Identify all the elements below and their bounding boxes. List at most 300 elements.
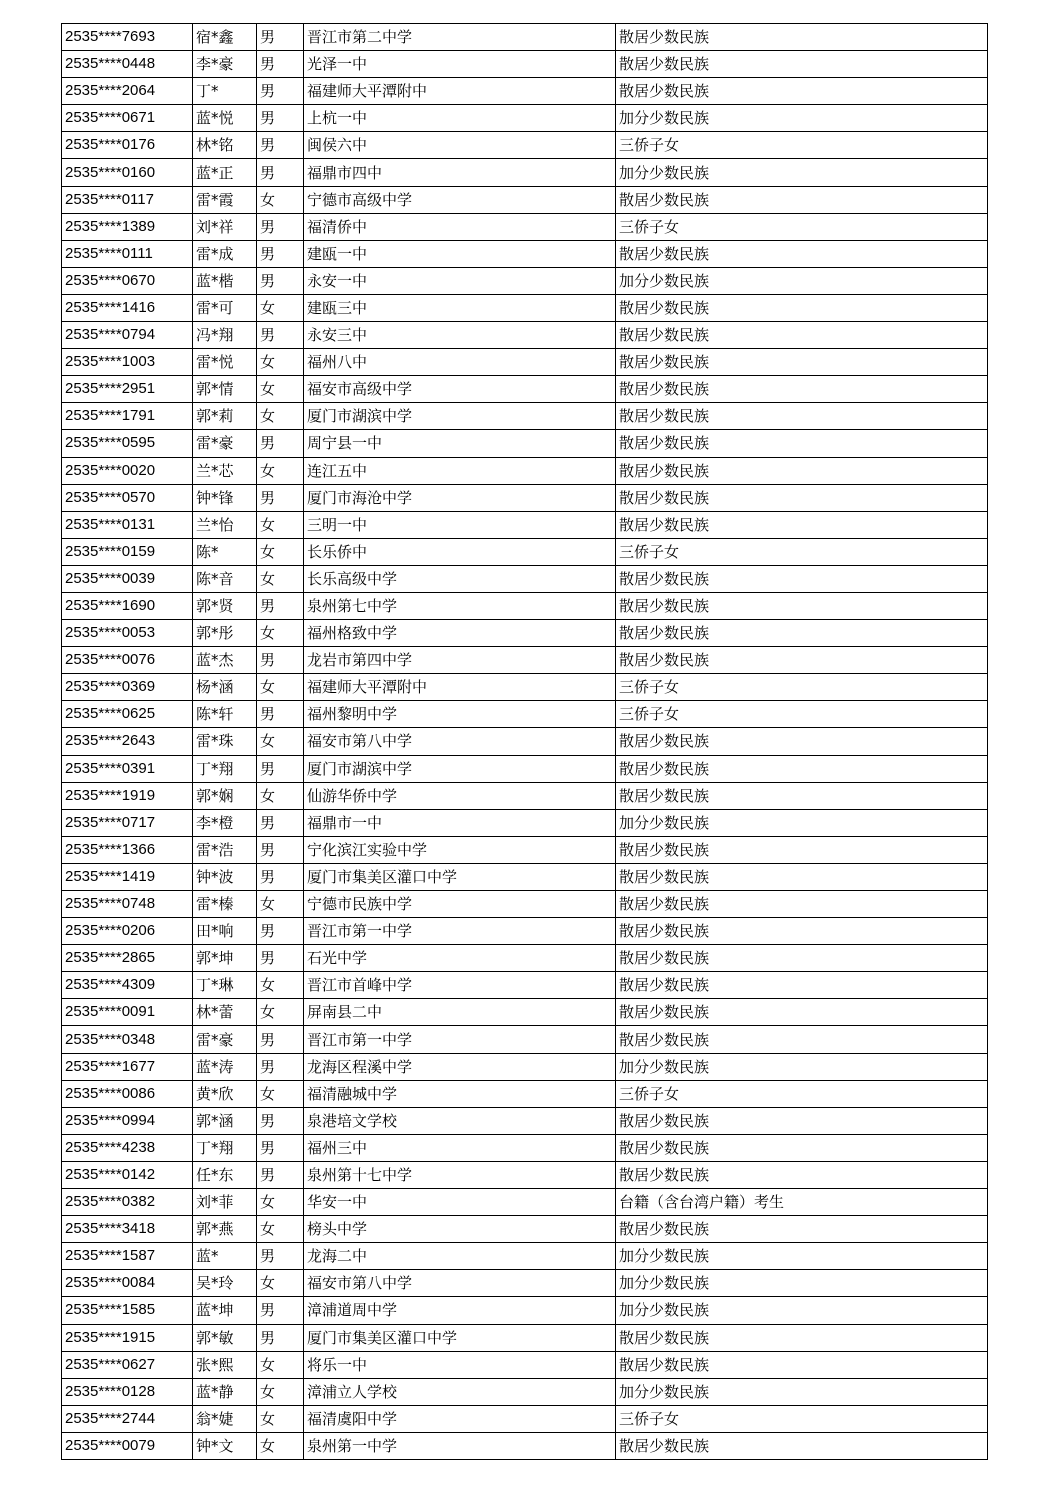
category-cell: 散居少数民族 — [616, 24, 988, 51]
school-cell: 泉州第十七中学 — [304, 1161, 616, 1188]
school-cell: 连江五中 — [304, 457, 616, 484]
name-cell: 蓝* — [193, 1243, 257, 1270]
school-cell: 福州格致中学 — [304, 620, 616, 647]
school-cell: 福建师大平潭附中 — [304, 674, 616, 701]
school-cell: 泉州第七中学 — [304, 592, 616, 619]
table-row — [62, 1216, 988, 1243]
category-cell: 散居少数民族 — [616, 863, 988, 890]
name-cell: 蓝*悦 — [193, 105, 257, 132]
name-cell: 雷*豪 — [193, 430, 257, 457]
table-row — [62, 132, 988, 159]
candidate-id-cell: 2535****4309 — [62, 972, 193, 999]
roster-table-body — [62, 24, 988, 1460]
name-cell: 蓝*涛 — [193, 1053, 257, 1080]
gender-cell: 女 — [257, 1351, 304, 1378]
gender-cell: 女 — [257, 538, 304, 565]
candidate-id-cell: 2535****2744 — [62, 1405, 193, 1432]
name-cell: 雷*霞 — [193, 186, 257, 213]
candidate-id-cell: 2535****0448 — [62, 51, 193, 78]
gender-cell: 女 — [257, 1270, 304, 1297]
school-cell: 泉港培文学校 — [304, 1107, 616, 1134]
gender-cell: 男 — [257, 809, 304, 836]
category-cell: 散居少数民族 — [616, 1134, 988, 1161]
category-cell: 加分少数民族 — [616, 105, 988, 132]
gender-cell: 男 — [257, 701, 304, 728]
gender-cell: 男 — [257, 484, 304, 511]
school-cell: 建瓯三中 — [304, 294, 616, 321]
category-cell: 散居少数民族 — [616, 1216, 988, 1243]
category-cell: 散居少数民族 — [616, 1107, 988, 1134]
gender-cell: 男 — [257, 1107, 304, 1134]
category-cell: 散居少数民族 — [616, 511, 988, 538]
category-cell: 散居少数民族 — [616, 1161, 988, 1188]
school-cell: 榜头中学 — [304, 1216, 616, 1243]
name-cell: 兰*怡 — [193, 511, 257, 538]
table-row — [62, 78, 988, 105]
candidate-id-cell: 2535****0084 — [62, 1270, 193, 1297]
table-row — [62, 647, 988, 674]
candidate-id-cell: 2535****0794 — [62, 322, 193, 349]
category-cell: 散居少数民族 — [616, 755, 988, 782]
name-cell: 丁*琳 — [193, 972, 257, 999]
name-cell: 蓝*楷 — [193, 267, 257, 294]
school-cell: 晋江市第二中学 — [304, 24, 616, 51]
category-cell: 台籍（含台湾户籍）考生 — [616, 1189, 988, 1216]
table-row — [62, 1053, 988, 1080]
gender-cell: 男 — [257, 1161, 304, 1188]
candidate-id-cell: 2535****0670 — [62, 267, 193, 294]
name-cell: 田*响 — [193, 918, 257, 945]
gender-cell: 女 — [257, 728, 304, 755]
gender-cell: 男 — [257, 51, 304, 78]
school-cell: 福安市第八中学 — [304, 728, 616, 755]
table-row — [62, 1080, 988, 1107]
candidate-id-cell: 2535****4238 — [62, 1134, 193, 1161]
name-cell: 翁*婕 — [193, 1405, 257, 1432]
category-cell: 三侨子女 — [616, 1080, 988, 1107]
name-cell: 钟*锋 — [193, 484, 257, 511]
candidate-id-cell: 2535****0086 — [62, 1080, 193, 1107]
table-row — [62, 376, 988, 403]
gender-cell: 女 — [257, 1216, 304, 1243]
table-row — [62, 728, 988, 755]
school-cell: 屏南县二中 — [304, 999, 616, 1026]
gender-cell: 男 — [257, 322, 304, 349]
name-cell: 郭*莉 — [193, 403, 257, 430]
candidate-id-cell: 2535****7693 — [62, 24, 193, 51]
category-cell: 加分少数民族 — [616, 267, 988, 294]
gender-cell: 女 — [257, 1405, 304, 1432]
name-cell: 雷*榛 — [193, 891, 257, 918]
candidate-id-cell: 2535****0748 — [62, 891, 193, 918]
table-row — [62, 1405, 988, 1432]
name-cell: 李*橙 — [193, 809, 257, 836]
name-cell: 丁* — [193, 78, 257, 105]
gender-cell: 女 — [257, 457, 304, 484]
category-cell: 散居少数民族 — [616, 945, 988, 972]
category-cell: 加分少数民族 — [616, 1053, 988, 1080]
gender-cell: 男 — [257, 863, 304, 890]
category-cell: 散居少数民族 — [616, 565, 988, 592]
table-row — [62, 755, 988, 782]
gender-cell: 女 — [257, 1080, 304, 1107]
name-cell: 刘*祥 — [193, 213, 257, 240]
candidate-id-cell: 2535****1791 — [62, 403, 193, 430]
category-cell: 三侨子女 — [616, 1405, 988, 1432]
gender-cell: 女 — [257, 891, 304, 918]
table-row — [62, 918, 988, 945]
table-row — [62, 1161, 988, 1188]
category-cell: 散居少数民族 — [616, 240, 988, 267]
gender-cell: 女 — [257, 565, 304, 592]
school-cell: 福建师大平潭附中 — [304, 78, 616, 105]
gender-cell: 女 — [257, 376, 304, 403]
table-row — [62, 945, 988, 972]
table-row — [62, 1134, 988, 1161]
name-cell: 蓝*杰 — [193, 647, 257, 674]
category-cell: 加分少数民族 — [616, 1243, 988, 1270]
school-cell: 厦门市集美区灌口中学 — [304, 1324, 616, 1351]
school-cell: 华安一中 — [304, 1189, 616, 1216]
name-cell: 黄*欣 — [193, 1080, 257, 1107]
gender-cell: 男 — [257, 1243, 304, 1270]
name-cell: 宿*鑫 — [193, 24, 257, 51]
gender-cell: 男 — [257, 430, 304, 457]
name-cell: 陈*轩 — [193, 701, 257, 728]
category-cell: 散居少数民族 — [616, 1432, 988, 1459]
table-row — [62, 538, 988, 565]
category-cell: 散居少数民族 — [616, 891, 988, 918]
candidate-id-cell: 2535****0091 — [62, 999, 193, 1026]
category-cell: 散居少数民族 — [616, 349, 988, 376]
school-cell: 晋江市第一中学 — [304, 1026, 616, 1053]
gender-cell: 男 — [257, 267, 304, 294]
candidate-id-cell: 2535****0142 — [62, 1161, 193, 1188]
candidate-id-cell: 2535****0076 — [62, 647, 193, 674]
table-row — [62, 403, 988, 430]
category-cell: 散居少数民族 — [616, 972, 988, 999]
category-cell: 散居少数民族 — [616, 1351, 988, 1378]
candidate-id-cell: 2535****2643 — [62, 728, 193, 755]
name-cell: 雷*可 — [193, 294, 257, 321]
candidate-id-cell: 2535****0079 — [62, 1432, 193, 1459]
school-cell: 漳浦立人学校 — [304, 1378, 616, 1405]
candidate-id-cell: 2535****0206 — [62, 918, 193, 945]
school-cell: 福鼎市四中 — [304, 159, 616, 186]
category-cell: 散居少数民族 — [616, 457, 988, 484]
gender-cell: 男 — [257, 1324, 304, 1351]
candidate-id-cell: 2535****0369 — [62, 674, 193, 701]
gender-cell: 女 — [257, 186, 304, 213]
school-cell: 长乐高级中学 — [304, 565, 616, 592]
category-cell: 散居少数民族 — [616, 403, 988, 430]
gender-cell: 女 — [257, 294, 304, 321]
candidate-id-cell: 2535****1389 — [62, 213, 193, 240]
table-row — [62, 782, 988, 809]
candidate-id-cell: 2535****0994 — [62, 1107, 193, 1134]
candidate-id-cell: 2535****0570 — [62, 484, 193, 511]
gender-cell: 男 — [257, 755, 304, 782]
table-row — [62, 1243, 988, 1270]
category-cell: 三侨子女 — [616, 132, 988, 159]
school-cell: 福清虞阳中学 — [304, 1405, 616, 1432]
school-cell: 上杭一中 — [304, 105, 616, 132]
school-cell: 将乐一中 — [304, 1351, 616, 1378]
school-cell: 福清侨中 — [304, 213, 616, 240]
name-cell: 钟*波 — [193, 863, 257, 890]
category-cell: 散居少数民族 — [616, 186, 988, 213]
gender-cell: 男 — [257, 1297, 304, 1324]
name-cell: 林*铭 — [193, 132, 257, 159]
name-cell: 丁*翔 — [193, 755, 257, 782]
gender-cell: 女 — [257, 620, 304, 647]
category-cell: 散居少数民族 — [616, 376, 988, 403]
candidate-id-cell: 2535****0671 — [62, 105, 193, 132]
gender-cell: 男 — [257, 836, 304, 863]
category-cell: 三侨子女 — [616, 701, 988, 728]
table-row — [62, 565, 988, 592]
gender-cell: 男 — [257, 1134, 304, 1161]
category-cell: 散居少数民族 — [616, 484, 988, 511]
category-cell: 加分少数民族 — [616, 1297, 988, 1324]
school-cell: 厦门市海沧中学 — [304, 484, 616, 511]
school-cell: 仙游华侨中学 — [304, 782, 616, 809]
candidate-id-cell: 2535****0020 — [62, 457, 193, 484]
name-cell: 郭*敏 — [193, 1324, 257, 1351]
name-cell: 郭*娴 — [193, 782, 257, 809]
name-cell: 兰*芯 — [193, 457, 257, 484]
table-row — [62, 1270, 988, 1297]
name-cell: 雷*浩 — [193, 836, 257, 863]
name-cell: 郭*燕 — [193, 1216, 257, 1243]
school-cell: 永安一中 — [304, 267, 616, 294]
gender-cell: 女 — [257, 349, 304, 376]
category-cell: 散居少数民族 — [616, 999, 988, 1026]
category-cell: 散居少数民族 — [616, 294, 988, 321]
name-cell: 蓝*静 — [193, 1378, 257, 1405]
candidate-id-cell: 2535****0382 — [62, 1189, 193, 1216]
candidate-id-cell: 2535****1416 — [62, 294, 193, 321]
table-row — [62, 322, 988, 349]
table-row — [62, 836, 988, 863]
table-row — [62, 457, 988, 484]
candidate-id-cell: 2535****0039 — [62, 565, 193, 592]
name-cell: 吴*玲 — [193, 1270, 257, 1297]
table-row — [62, 511, 988, 538]
table-row — [62, 809, 988, 836]
name-cell: 陈*音 — [193, 565, 257, 592]
table-row — [62, 1351, 988, 1378]
name-cell: 郭*贤 — [193, 592, 257, 619]
gender-cell: 男 — [257, 78, 304, 105]
gender-cell: 男 — [257, 1053, 304, 1080]
school-cell: 福州八中 — [304, 349, 616, 376]
school-cell: 宁德市高级中学 — [304, 186, 616, 213]
category-cell: 散居少数民族 — [616, 620, 988, 647]
school-cell: 长乐侨中 — [304, 538, 616, 565]
table-row — [62, 1378, 988, 1405]
gender-cell: 女 — [257, 999, 304, 1026]
table-row — [62, 863, 988, 890]
name-cell: 雷*豪 — [193, 1026, 257, 1053]
name-cell: 丁*翔 — [193, 1134, 257, 1161]
gender-cell: 男 — [257, 592, 304, 619]
category-cell: 散居少数民族 — [616, 647, 988, 674]
category-cell: 加分少数民族 — [616, 1270, 988, 1297]
category-cell: 散居少数民族 — [616, 918, 988, 945]
school-cell: 龙岩市第四中学 — [304, 647, 616, 674]
table-row — [62, 267, 988, 294]
candidate-id-cell: 2535****1003 — [62, 349, 193, 376]
candidate-id-cell: 2535****1585 — [62, 1297, 193, 1324]
school-cell: 厦门市集美区灌口中学 — [304, 863, 616, 890]
name-cell: 刘*菲 — [193, 1189, 257, 1216]
school-cell: 龙海二中 — [304, 1243, 616, 1270]
school-cell: 福州三中 — [304, 1134, 616, 1161]
table-row — [62, 1324, 988, 1351]
table-row — [62, 1107, 988, 1134]
category-cell: 散居少数民族 — [616, 430, 988, 457]
table-row — [62, 159, 988, 186]
candidate-id-cell: 2535****2865 — [62, 945, 193, 972]
candidate-id-cell: 2535****1419 — [62, 863, 193, 890]
gender-cell: 男 — [257, 918, 304, 945]
table-row — [62, 51, 988, 78]
gender-cell: 女 — [257, 403, 304, 430]
name-cell: 李*豪 — [193, 51, 257, 78]
table-row — [62, 701, 988, 728]
table-row — [62, 592, 988, 619]
category-cell: 散居少数民族 — [616, 836, 988, 863]
candidate-id-cell: 2535****0176 — [62, 132, 193, 159]
name-cell: 蓝*坤 — [193, 1297, 257, 1324]
category-cell: 散居少数民族 — [616, 592, 988, 619]
gender-cell: 女 — [257, 1189, 304, 1216]
school-cell: 永安三中 — [304, 322, 616, 349]
gender-cell: 女 — [257, 782, 304, 809]
school-cell: 福鼎市一中 — [304, 809, 616, 836]
category-cell: 散居少数民族 — [616, 1026, 988, 1053]
gender-cell: 男 — [257, 24, 304, 51]
table-row — [62, 1189, 988, 1216]
name-cell: 蓝*正 — [193, 159, 257, 186]
category-cell: 三侨子女 — [616, 674, 988, 701]
category-cell: 加分少数民族 — [616, 159, 988, 186]
category-cell: 散居少数民族 — [616, 78, 988, 105]
table-row — [62, 999, 988, 1026]
category-cell: 散居少数民族 — [616, 728, 988, 755]
table-row — [62, 294, 988, 321]
gender-cell: 女 — [257, 1378, 304, 1405]
gender-cell: 男 — [257, 647, 304, 674]
candidate-id-cell: 2535****0717 — [62, 809, 193, 836]
table-row — [62, 186, 988, 213]
name-cell: 雷*悦 — [193, 349, 257, 376]
candidate-id-cell: 2535****1677 — [62, 1053, 193, 1080]
school-cell: 福清融城中学 — [304, 1080, 616, 1107]
name-cell: 林*蕾 — [193, 999, 257, 1026]
gender-cell: 男 — [257, 213, 304, 240]
school-cell: 光泽一中 — [304, 51, 616, 78]
name-cell: 郭*彤 — [193, 620, 257, 647]
category-cell: 散居少数民族 — [616, 322, 988, 349]
candidate-id-cell: 2535****0111 — [62, 240, 193, 267]
gender-cell: 女 — [257, 674, 304, 701]
school-cell: 闽侯六中 — [304, 132, 616, 159]
name-cell: 陈* — [193, 538, 257, 565]
gender-cell: 男 — [257, 105, 304, 132]
gender-cell: 男 — [257, 240, 304, 267]
candidate-id-cell: 2535****0160 — [62, 159, 193, 186]
school-cell: 建瓯一中 — [304, 240, 616, 267]
school-cell: 宁德市民族中学 — [304, 891, 616, 918]
name-cell: 钟*文 — [193, 1432, 257, 1459]
gender-cell: 男 — [257, 132, 304, 159]
gender-cell: 男 — [257, 1026, 304, 1053]
candidate-id-cell: 2535****2951 — [62, 376, 193, 403]
school-cell: 晋江市第一中学 — [304, 918, 616, 945]
gender-cell: 女 — [257, 511, 304, 538]
name-cell: 雷*成 — [193, 240, 257, 267]
candidate-id-cell: 2535****0625 — [62, 701, 193, 728]
school-cell: 晋江市首峰中学 — [304, 972, 616, 999]
table-row — [62, 349, 988, 376]
candidate-id-cell: 2535****0348 — [62, 1026, 193, 1053]
candidate-id-cell: 2535****3418 — [62, 1216, 193, 1243]
table-row — [62, 1432, 988, 1459]
school-cell: 厦门市湖滨中学 — [304, 403, 616, 430]
category-cell: 三侨子女 — [616, 213, 988, 240]
candidate-id-cell: 2535****0159 — [62, 538, 193, 565]
table-row — [62, 972, 988, 999]
name-cell: 雷*珠 — [193, 728, 257, 755]
table-row — [62, 105, 988, 132]
candidate-id-cell: 2535****1915 — [62, 1324, 193, 1351]
category-cell: 加分少数民族 — [616, 809, 988, 836]
table-row — [62, 891, 988, 918]
category-cell: 散居少数民族 — [616, 51, 988, 78]
name-cell: 郭*坤 — [193, 945, 257, 972]
name-cell: 任*东 — [193, 1161, 257, 1188]
name-cell: 杨*涵 — [193, 674, 257, 701]
category-cell: 加分少数民族 — [616, 1378, 988, 1405]
candidate-id-cell: 2535****1690 — [62, 592, 193, 619]
gender-cell: 男 — [257, 159, 304, 186]
school-cell: 福安市第八中学 — [304, 1270, 616, 1297]
school-cell: 福州黎明中学 — [304, 701, 616, 728]
table-row — [62, 1297, 988, 1324]
category-cell: 三侨子女 — [616, 538, 988, 565]
name-cell: 郭*涵 — [193, 1107, 257, 1134]
gender-cell: 男 — [257, 945, 304, 972]
category-cell: 散居少数民族 — [616, 782, 988, 809]
candidate-id-cell: 2535****0131 — [62, 511, 193, 538]
candidate-id-cell: 2535****0128 — [62, 1378, 193, 1405]
candidate-id-cell: 2535****0053 — [62, 620, 193, 647]
name-cell: 张*熙 — [193, 1351, 257, 1378]
candidate-id-cell: 2535****2064 — [62, 78, 193, 105]
school-cell: 宁化滨江实验中学 — [304, 836, 616, 863]
school-cell: 泉州第一中学 — [304, 1432, 616, 1459]
school-cell: 厦门市湖滨中学 — [304, 755, 616, 782]
candidate-id-cell: 2535****1919 — [62, 782, 193, 809]
category-cell: 散居少数民族 — [616, 1324, 988, 1351]
candidate-id-cell: 2535****1366 — [62, 836, 193, 863]
roster-table — [61, 23, 988, 1460]
name-cell: 郭*情 — [193, 376, 257, 403]
table-row — [62, 620, 988, 647]
table-row — [62, 484, 988, 511]
